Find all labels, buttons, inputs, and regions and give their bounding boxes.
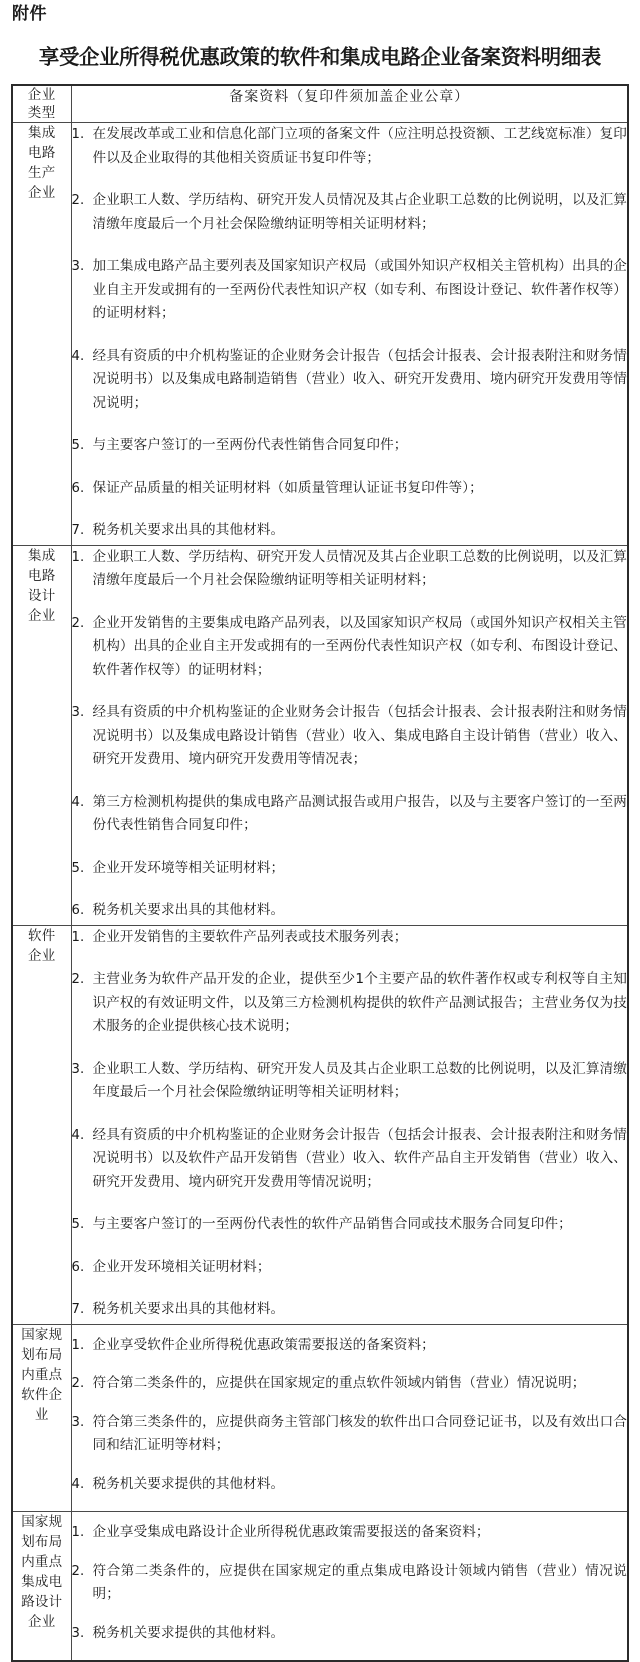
enterprise-type-label — [13, 1325, 71, 1425]
page-title: 享受企业所得税优惠政策的软件和集成电路企业备案资料明细表 — [38, 45, 602, 69]
list-item: 税务机关要求出具的其他材料。 — [92, 1301, 285, 1317]
enterprise-type-cell — [12, 1324, 71, 1512]
list-item: 税务机关要求出具的其他材料。 — [92, 902, 285, 918]
attachment-label: 附件 — [12, 4, 47, 24]
list-item: 企业开发环境相关证明材料； — [92, 1258, 271, 1275]
enterprise-type-label — [13, 926, 71, 966]
enterprise-type-cell — [12, 1512, 71, 1662]
enterprise-type-line: 软件企 — [21, 1386, 63, 1403]
list-item: 企业职工人数、学历结构、研究开发人员及其占企业职工总数的比例说明，以及汇算清缴年度最后一个月社会保险缴纳证明等相关证明材料； — [92, 1060, 627, 1100]
filing-materials-cell — [71, 1512, 628, 1662]
table-row — [12, 1512, 628, 1662]
enterprise-type-line: 企业 — [28, 947, 56, 964]
materials-list — [72, 926, 628, 1322]
table-row — [12, 1324, 628, 1512]
enterprise-type-line: 集成 — [28, 547, 56, 564]
table-row — [12, 925, 628, 1324]
list-item: 税务机关要求提供的其他材料。 — [92, 1475, 285, 1492]
materials-list — [72, 123, 628, 543]
enterprise-type-line: 业 — [34, 1406, 49, 1423]
list-item: 符合第二类条件的，应提供在国家规定的重点集成电路设计领域内销售（营业）情况说明； — [92, 1562, 627, 1602]
enterprise-type-line: 电路 — [28, 567, 56, 584]
header-cell-filing-materials — [71, 85, 628, 123]
list-item: 经具有资质的中介机构鉴证的企业财务会计报告（包括会计报表、会计报表附注和财务情况说明书）以及软件产品开发销售（营业）收入、软件产品自主开发销售（营业）收入、研究开发费用、境内研究开发费用等情况说明； — [92, 1126, 627, 1190]
enterprise-type-label — [13, 1512, 71, 1632]
header-cell-enterprise-type — [12, 85, 71, 123]
enterprise-type-line: 路设计 — [21, 1594, 63, 1610]
enterprise-type-line: 生产 — [28, 165, 56, 181]
enterprise-type-line: 国家规 — [21, 1514, 63, 1530]
enterprise-type-line: 划布局 — [21, 1346, 63, 1363]
enterprise-type-line: 软件 — [28, 927, 56, 944]
header-type-line-2: 类型 — [27, 105, 56, 121]
list-item: 与主要客户签订的一至两份代表性的软件产品销售合同或技术服务合同复印件； — [92, 1216, 572, 1232]
filing-materials-cell — [71, 1324, 628, 1512]
header-materials-label: 备案资料（复印件须加盖企业公章） — [229, 89, 470, 105]
list-item: 在发展改革或工业和信息化部门立项的备案文件（应注明总投资额、工艺线宽标准）复印件以及企业取得的其他相关资质证书复印件等； — [92, 126, 627, 166]
enterprise-type-cell — [12, 925, 71, 1324]
enterprise-type-line: 内重点 — [21, 1366, 63, 1383]
list-item: 保证产品质量的相关证明材料（如质量管理认证证书复印件等）； — [92, 479, 483, 496]
filing-materials-table-wrapper — [11, 84, 629, 1662]
enterprise-type-label — [13, 546, 71, 626]
materials-list — [72, 1334, 628, 1497]
list-item: 第三方检测机构提供的集成电路产品测试报告或用户报告，以及与主要客户签订的一至两份代表性销售合同复印件； — [92, 793, 627, 833]
list-item: 符合第二类条件的，应提供在国家规定的重点软件领域内销售（营业）情况说明； — [92, 1375, 586, 1391]
list-item: 企业职工人数、学历结构、研究开发人员情况及其占企业职工总数的比例说明，以及汇算清缴年度最后一个月社会保险缴纳证明等相关证明材料； — [92, 548, 627, 588]
list-item: 符合第三类条件的，应提供商务主管部门核发的软件出口合同登记证书，以及有效出口合同和结汇证明等材料； — [92, 1413, 627, 1453]
list-item: 企业享受软件企业所得税优惠政策需要报送的备案资料； — [92, 1336, 435, 1353]
filing-materials-cell — [71, 925, 628, 1324]
enterprise-type-line: 企业 — [28, 185, 56, 201]
enterprise-type-line: 设计 — [28, 587, 56, 604]
table-row — [12, 123, 628, 546]
enterprise-type-line: 国家规 — [21, 1326, 63, 1343]
enterprise-type-line: 企业 — [28, 1614, 56, 1630]
enterprise-type-line: 电路 — [28, 145, 56, 161]
list-item: 税务机关要求出具的其他材料。 — [92, 522, 285, 538]
enterprise-type-cell — [12, 123, 71, 546]
materials-list — [72, 546, 628, 923]
enterprise-type-line: 集成电 — [21, 1574, 63, 1590]
list-item: 企业职工人数、学历结构、研究开发人员情况及其占企业职工总数的比例说明，以及汇算清缴年度最后一个月社会保险缴纳证明等相关证明材料； — [92, 192, 627, 232]
filing-materials-cell — [71, 123, 628, 546]
table-header-row — [12, 85, 628, 123]
list-item: 经具有资质的中介机构鉴证的企业财务会计报告（包括会计报表、会计报表附注和财务情况说明书）以及集成电路制造销售（营业）收入、研究开发费用、境内研究开发费用等情况说明； — [92, 347, 627, 411]
filing-materials-cell — [71, 545, 628, 925]
enterprise-type-line: 划布局 — [21, 1534, 63, 1550]
list-item: 企业开发销售的主要集成电路产品列表，以及国家知识产权局（或国外知识产权相关主管机构）出具的企业自主开发或拥有的一至两份代表性知识产权（如专利、布图设计登记、软件著作权等）的证明材料； — [92, 614, 627, 678]
enterprise-type-cell — [12, 545, 71, 925]
enterprise-type-line: 集成 — [28, 125, 56, 141]
filing-materials-table — [11, 84, 629, 1662]
list-item: 企业开发环境等相关证明材料； — [92, 859, 285, 876]
materials-list — [72, 1521, 628, 1645]
list-item: 与主要客户签订的一至两份代表性销售合同复印件； — [92, 437, 408, 453]
list-item: 企业开发销售的主要软件产品列表或技术服务列表； — [92, 928, 408, 945]
list-item: 企业享受集成电路设计企业所得税优惠政策需要报送的备案资料； — [92, 1524, 490, 1540]
enterprise-type-label — [13, 123, 71, 203]
list-item: 经具有资质的中介机构鉴证的企业财务会计报告（包括会计报表、会计报表附注和财务情况说明书）以及集成电路设计销售（营业）收入、集成电路自主设计销售（营业）收入、研究开发费用、境内研究开发费用等情况表； — [92, 704, 627, 767]
list-item: 主营业务为软件产品开发的企业，提供至少1个主要产品的软件著作权或专利权等自主知识产权的有效证明文件，以及第三方检测机构提供的软件产品测试报告；主营业务仅为技术服务的企业提供核心技术说明； — [92, 971, 627, 1034]
header-type-line-1: 企业 — [27, 87, 56, 103]
list-item: 加工集成电路产品主要列表及国家知识产权局（或国外知识产权相关主管机构）出具的企业自主开发或拥有的一至两份代表性知识产权（如专利、布图设计登记、软件著作权等）的证明材料； — [92, 258, 627, 321]
list-item: 税务机关要求提供的其他材料。 — [92, 1624, 285, 1641]
enterprise-type-line: 企业 — [28, 607, 56, 624]
enterprise-type-line: 内重点 — [21, 1554, 63, 1570]
table-row — [12, 545, 628, 925]
